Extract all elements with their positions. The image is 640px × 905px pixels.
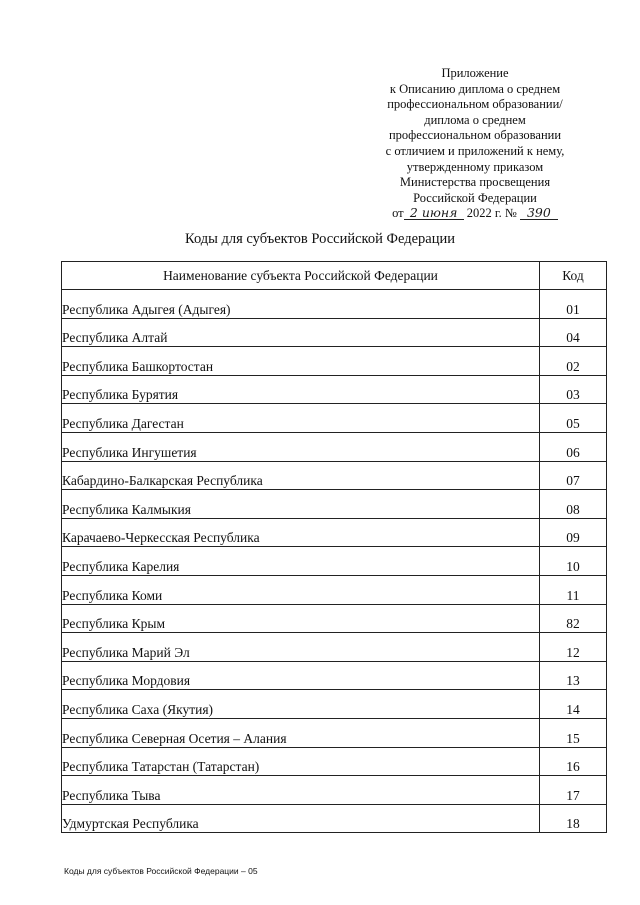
region-name: Республика Дагестан bbox=[62, 404, 540, 433]
region-code: 07 bbox=[540, 461, 607, 490]
table-row bbox=[62, 290, 607, 319]
region-name: Республика Саха (Якутия) bbox=[62, 690, 540, 719]
region-name: Республика Коми bbox=[62, 575, 540, 604]
region-code: 01 bbox=[540, 290, 607, 319]
region-code: 02 bbox=[540, 347, 607, 376]
table-row bbox=[62, 776, 607, 805]
approval-line: диплома о среднем bbox=[424, 112, 526, 127]
region-name: Республика Северная Осетия – Алания bbox=[62, 718, 540, 747]
region-name: Республика Карелия bbox=[62, 547, 540, 576]
region-code: 15 bbox=[540, 718, 607, 747]
region-codes-table bbox=[61, 261, 607, 833]
table-row bbox=[62, 718, 607, 747]
region-name: Республика Тыва bbox=[62, 776, 540, 805]
region-name: Карачаево-Черкесская Республика bbox=[62, 518, 540, 547]
region-code: 12 bbox=[540, 633, 607, 662]
approval-line: утвержденному приказом bbox=[406, 159, 544, 174]
table-row bbox=[62, 375, 607, 404]
region-code: 09 bbox=[540, 518, 607, 547]
region-code: 82 bbox=[540, 604, 607, 633]
region-name: Кабардино-Балкарская Республика bbox=[62, 461, 540, 490]
region-code: 08 bbox=[540, 490, 607, 519]
region-name: Республика Адыгея (Адыгея) bbox=[62, 290, 540, 319]
region-name: Республика Марий Эл bbox=[62, 633, 540, 662]
approval-line: к Описанию диплома о среднем bbox=[389, 81, 561, 96]
region-code: 10 bbox=[540, 547, 607, 576]
region-code: 06 bbox=[540, 432, 607, 461]
approval-block bbox=[360, 66, 590, 222]
date-prefix: от bbox=[392, 206, 404, 221]
region-code: 05 bbox=[540, 404, 607, 433]
table-row bbox=[62, 604, 607, 633]
handwritten-date: 2 июня bbox=[404, 206, 464, 220]
region-name: Республика Калмыкия bbox=[62, 490, 540, 519]
region-code: 03 bbox=[540, 375, 607, 404]
region-code: 18 bbox=[540, 804, 607, 833]
region-code: 14 bbox=[540, 690, 607, 719]
approval-line: с отличием и приложений к нему, bbox=[385, 143, 565, 158]
region-name: Республика Крым bbox=[62, 604, 540, 633]
region-name: Республика Мордовия bbox=[62, 661, 540, 690]
approval-date-line bbox=[360, 206, 590, 222]
region-code: 04 bbox=[540, 318, 607, 347]
handwritten-order-number: 390 bbox=[520, 206, 558, 220]
approval-line: Российской Федерации bbox=[413, 190, 537, 205]
region-name: Республика Башкортостан bbox=[62, 347, 540, 376]
table-row bbox=[62, 432, 607, 461]
page-footer: Коды для субъектов Российской Федерации – 05 bbox=[64, 866, 258, 876]
table-row bbox=[62, 404, 607, 433]
table-row bbox=[62, 547, 607, 576]
table-row bbox=[62, 747, 607, 776]
table-row bbox=[62, 518, 607, 547]
approval-line: профессиональном образовании/ bbox=[387, 97, 563, 112]
column-header-name: Наименование субъекта Российской Федерации bbox=[62, 262, 540, 290]
page-title: Коды для субъектов Российской Федерации bbox=[185, 231, 455, 247]
region-name: Республика Бурятия bbox=[62, 375, 540, 404]
region-name: Республика Алтай bbox=[62, 318, 540, 347]
table-row bbox=[62, 318, 607, 347]
table-row bbox=[62, 575, 607, 604]
region-code: 16 bbox=[540, 747, 607, 776]
region-name: Удмуртская Республика bbox=[62, 804, 540, 833]
table-header-row bbox=[62, 262, 607, 290]
approval-line: Приложение bbox=[441, 66, 509, 80]
approval-line: Министерства просвещения bbox=[399, 175, 551, 190]
table-row bbox=[62, 804, 607, 833]
table-row bbox=[62, 690, 607, 719]
approval-line: профессиональном образовании bbox=[388, 128, 562, 143]
table-row bbox=[62, 490, 607, 519]
region-code: 17 bbox=[540, 776, 607, 805]
region-code: 11 bbox=[540, 575, 607, 604]
column-header-code: Код bbox=[540, 262, 607, 290]
region-code: 13 bbox=[540, 661, 607, 690]
table-row bbox=[62, 661, 607, 690]
region-name: Республика Ингушетия bbox=[62, 432, 540, 461]
region-name: Республика Татарстан (Татарстан) bbox=[62, 747, 540, 776]
table-row bbox=[62, 633, 607, 662]
year-number-label: 2022 г. № bbox=[466, 206, 517, 221]
table-row bbox=[62, 347, 607, 376]
table-row bbox=[62, 461, 607, 490]
